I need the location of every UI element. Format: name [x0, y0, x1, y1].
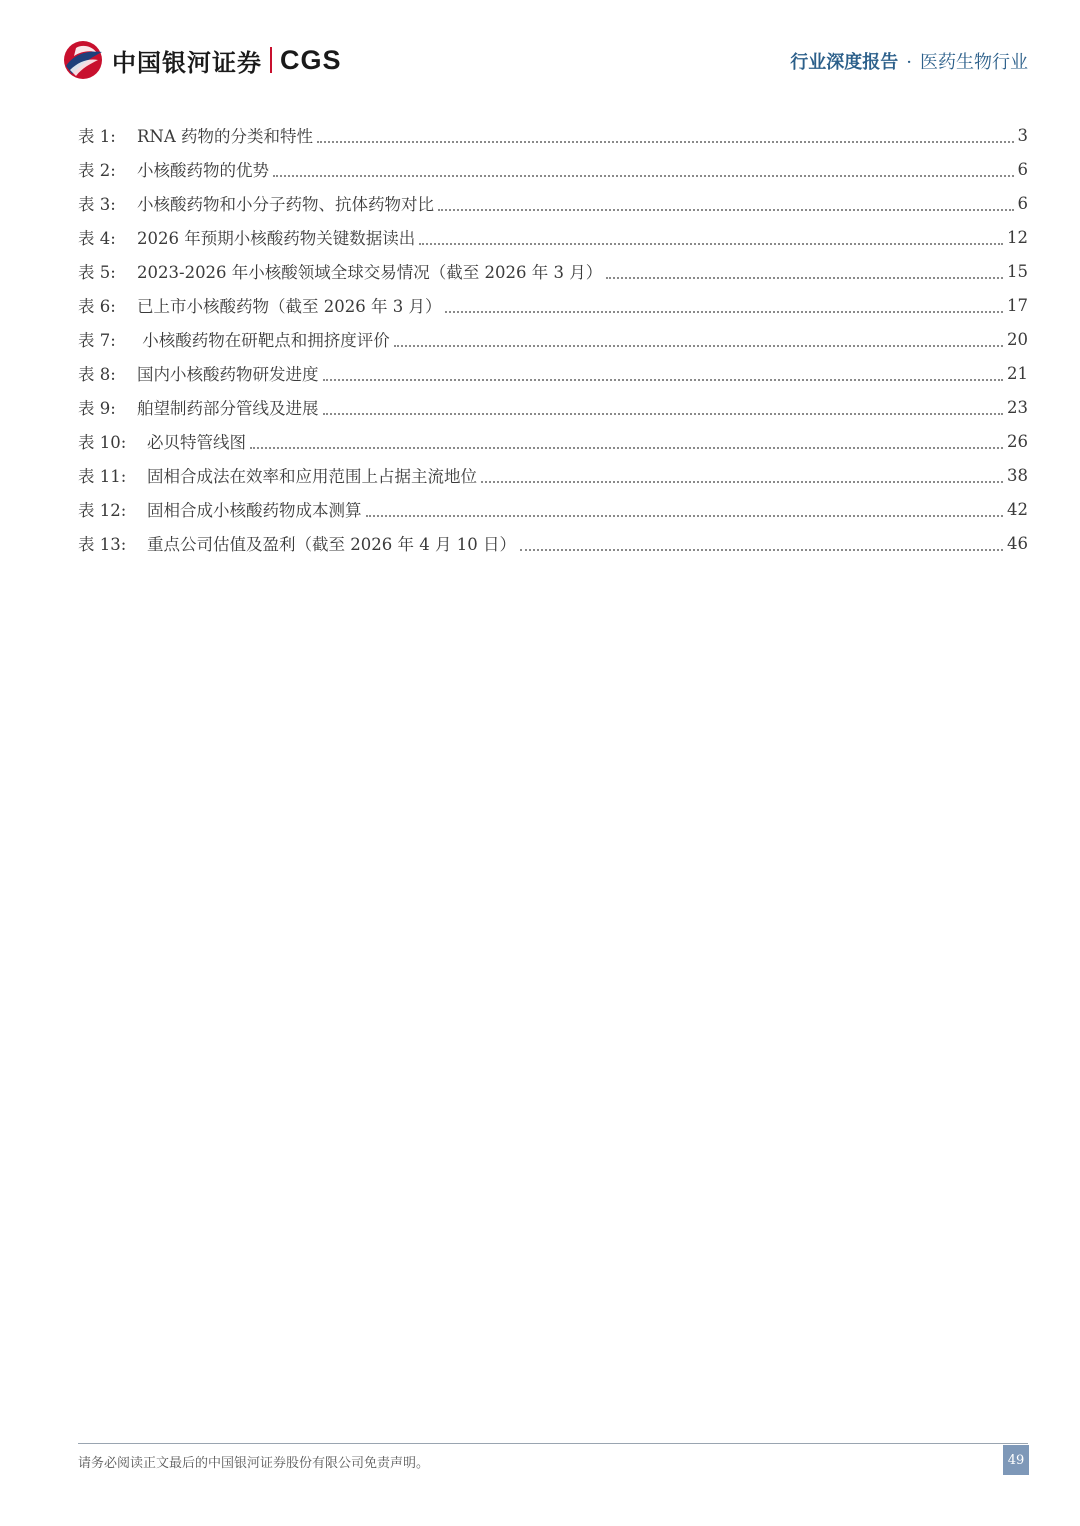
toc-leader-dots: [273, 174, 1014, 177]
toc-entry-label: 表 8:: [78, 365, 116, 384]
toc-entry-title: 小核酸药物和小分子药物、抗体药物对比: [137, 195, 434, 214]
toc-entry[interactable]: [78, 526, 1028, 560]
page-number: 49: [1003, 1445, 1029, 1475]
toc-entry-title: 固相合成法在效率和应用范围上占据主流地位: [147, 467, 477, 486]
toc-leader-dots: [481, 480, 1003, 483]
toc-entry-label: 表 12:: [78, 501, 127, 520]
toc-entry-label: 表 3:: [78, 195, 116, 214]
toc-entry-page: 23: [1007, 397, 1028, 417]
company-logo: [62, 40, 342, 80]
toc-entry-page: 12: [1007, 227, 1028, 247]
toc-entry-page: 17: [1007, 295, 1028, 315]
toc-entry-page: 15: [1007, 261, 1028, 281]
footer-disclaimer: 请务必阅读正文最后的中国银河证券股份有限公司免责声明。: [78, 1456, 430, 1471]
toc-entry[interactable]: [78, 288, 1028, 322]
toc-entry-title: 已上市小核酸药物（截至 2026 年 3 月）: [137, 297, 442, 316]
logo-divider: [270, 47, 272, 73]
footer-divider: [78, 1443, 1028, 1444]
toc-leader-dots: [366, 514, 1004, 517]
toc-entry[interactable]: [78, 390, 1028, 424]
toc-entry[interactable]: [78, 254, 1028, 288]
table-of-contents: [78, 118, 1028, 560]
toc-entry-title: 必贝特管线图: [147, 433, 246, 452]
toc-entry-page: 20: [1007, 329, 1028, 349]
toc-entry-page: 26: [1007, 431, 1028, 451]
toc-leader-dots: [323, 378, 1004, 381]
toc-entry-title: 2023-2026 年小核酸领域全球交易情况（截至 2026 年 3 月）: [137, 263, 603, 282]
toc-entry-label: 表 9:: [78, 399, 116, 418]
logo-chinese-text: 中国银河证券: [112, 48, 262, 77]
logo-english-text: CGS: [280, 44, 342, 75]
toc-leader-dots: [317, 140, 1013, 143]
toc-entry-label: 表 4:: [78, 229, 116, 248]
toc-entry-title: 固相合成小核酸药物成本测算: [147, 501, 362, 520]
toc-entry-label: 表 2:: [78, 161, 116, 180]
toc-entry-label: 表 10:: [78, 433, 127, 452]
toc-leader-dots: [438, 208, 1014, 211]
toc-entry[interactable]: [78, 152, 1028, 186]
toc-leader-dots: [394, 344, 1003, 347]
toc-entry-page: 21: [1007, 363, 1028, 383]
cgs-logo-icon: [62, 40, 104, 80]
toc-entry-title: 小核酸药物的优势: [137, 161, 269, 180]
report-type: 行业深度报告: [790, 52, 899, 73]
toc-entry-title: 舶望制药部分管线及进展: [137, 399, 319, 418]
toc-entry-title: 国内小核酸药物研发进度: [137, 365, 319, 384]
toc-leader-dots: [419, 242, 1003, 245]
toc-entry-page: 6: [1017, 193, 1028, 213]
toc-entry-label: 表 11:: [78, 467, 127, 486]
toc-leader-dots: [606, 276, 1003, 279]
toc-entry-page: 38: [1007, 465, 1028, 485]
toc-entry[interactable]: [78, 356, 1028, 390]
toc-entry-page: 46: [1007, 533, 1028, 553]
toc-entry-page: 42: [1007, 499, 1028, 519]
toc-leader-dots: [445, 310, 1003, 313]
toc-leader-dots: [520, 548, 1003, 551]
page-header: [0, 0, 1080, 100]
toc-entry-page: 3: [1017, 125, 1028, 145]
toc-leader-dots: [250, 446, 1003, 449]
toc-entry-title: 小核酸药物在研靶点和拥挤度评价: [137, 331, 390, 350]
toc-entry[interactable]: [78, 458, 1028, 492]
toc-entry-title: 2026 年预期小核酸药物关键数据读出: [137, 229, 416, 248]
toc-entry-title: RNA 药物的分类和特性: [137, 127, 314, 146]
report-header-info: [790, 48, 1028, 74]
toc-leader-dots: [323, 412, 1004, 415]
toc-entry-title: 重点公司估值及盈利（截至 2026 年 4 月 10 日）: [147, 535, 516, 554]
toc-entry[interactable]: [78, 220, 1028, 254]
toc-entry[interactable]: [78, 424, 1028, 458]
toc-entry[interactable]: [78, 492, 1028, 526]
toc-entry-label: 表 1:: [78, 127, 116, 146]
toc-entry[interactable]: [78, 186, 1028, 220]
header-separator: ·: [906, 52, 912, 73]
toc-entry-label: 表 7:: [78, 331, 116, 350]
toc-entry-label: 表 5:: [78, 263, 116, 282]
toc-entry-label: 表 6:: [78, 297, 116, 316]
toc-entry[interactable]: [78, 118, 1028, 152]
toc-entry-label: 表 13:: [78, 535, 127, 554]
toc-entry[interactable]: [78, 322, 1028, 356]
toc-entry-page: 6: [1017, 159, 1028, 179]
industry-name: 医药生物行业: [920, 52, 1028, 73]
